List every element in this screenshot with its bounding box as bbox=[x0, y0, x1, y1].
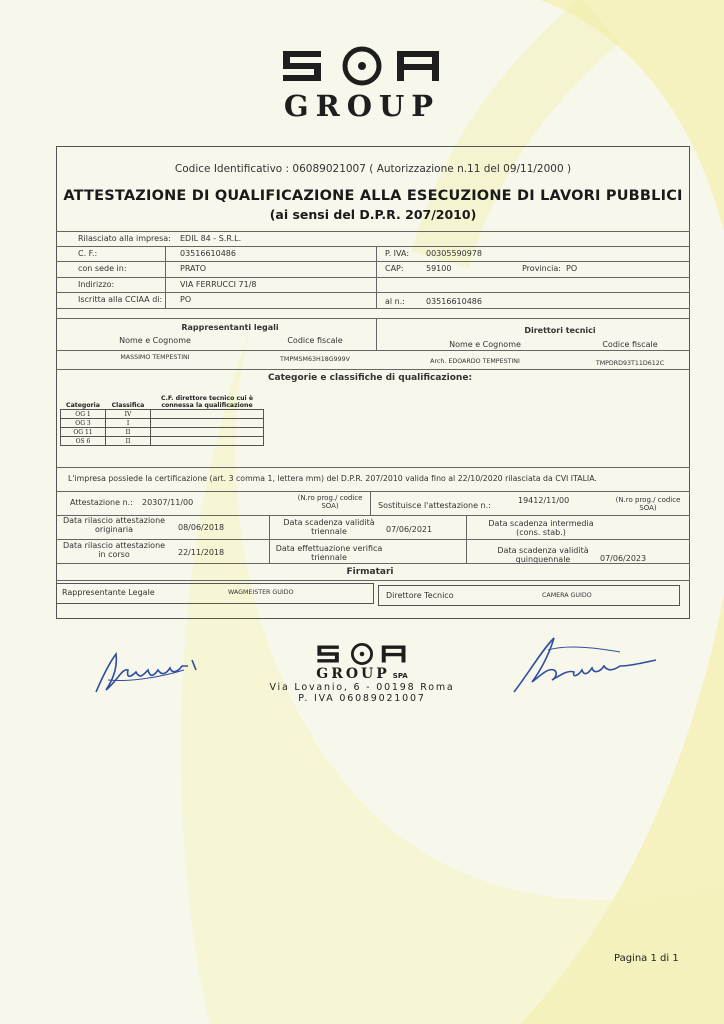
divider bbox=[56, 231, 690, 232]
table-row bbox=[61, 428, 264, 437]
legale-name: MASSIMO TEMPESTINI bbox=[120, 354, 190, 361]
nome-label-tecnici: Nome e Cognome bbox=[449, 340, 521, 349]
sede-label: con sede in: bbox=[78, 264, 127, 273]
stamp-address-line2: P. IVA 06089021007 bbox=[298, 693, 426, 704]
rilascio-originaria-value: 08/06/2018 bbox=[178, 523, 225, 532]
nome-label-legali: Nome e Cognome bbox=[119, 336, 191, 345]
piva-value: 00305590978 bbox=[426, 249, 482, 258]
divider bbox=[56, 563, 690, 564]
cell-cf bbox=[151, 437, 264, 446]
cell-cf bbox=[151, 419, 264, 428]
scadenza-triennale-value: 07/06/2021 bbox=[386, 525, 433, 534]
al-n-label: al n.: bbox=[385, 297, 405, 306]
divider bbox=[56, 318, 690, 319]
divider bbox=[56, 261, 690, 262]
cell-classifica: I bbox=[106, 419, 151, 428]
rilasciato-value: EDIL 84 - S.R.L. bbox=[180, 234, 242, 243]
divider bbox=[376, 318, 377, 350]
rilascio-corso-value: 22/11/2018 bbox=[178, 548, 225, 557]
rilascio-corso-label: Data rilascio attestazione in corso bbox=[62, 541, 166, 559]
divider bbox=[56, 292, 690, 293]
codice-label-legali: Codice fiscale bbox=[287, 336, 343, 345]
cell-classifica: II bbox=[106, 428, 151, 437]
stamp-group-wordmark bbox=[0, 666, 724, 682]
header-logo bbox=[0, 45, 724, 123]
divider bbox=[56, 246, 690, 247]
sostituisce-label: Sostituisce l'attestazione n.: bbox=[378, 501, 491, 510]
rilascio-originaria-label: Data rilascio attestazione originaria bbox=[62, 516, 166, 534]
cell-classifica: IV bbox=[106, 410, 151, 419]
divider bbox=[370, 491, 371, 515]
cell-cf bbox=[151, 410, 264, 419]
document-title: ATTESTAZIONE DI QUALIFICAZIONE ALLA ESECUZIONE DI LAVORI PUBBLICI bbox=[63, 188, 683, 204]
scadenza-triennale-label: Data scadenza validità triennale bbox=[283, 518, 375, 536]
table-row bbox=[61, 437, 264, 446]
rappresentanti-header: Rappresentanti legali bbox=[181, 323, 279, 332]
codice-identificativo: Codice Identificativo : 06089021007 ( Autorizzazione n.11 del 09/11/2000 ) bbox=[174, 163, 572, 175]
nro-prog-label: (N.ro prog./ codice SOA) bbox=[297, 494, 363, 510]
stamp-address-line1: Via Lovanio, 6 - 00198 Roma bbox=[269, 682, 455, 693]
rappresentante-label: Rappresentante Legale bbox=[62, 588, 155, 597]
sostituisce-value: 19412/11/00 bbox=[518, 496, 570, 505]
cf-label: C. F.: bbox=[78, 249, 98, 258]
rilasciato-label: Rilasciato alla impresa: bbox=[78, 234, 171, 243]
stamp-spa: SPA bbox=[392, 672, 408, 680]
al-n-value: 03516610486 bbox=[426, 297, 482, 306]
cell-cf bbox=[151, 428, 264, 437]
table-row bbox=[61, 410, 264, 419]
divider bbox=[56, 350, 690, 351]
cell-classifica: II bbox=[106, 437, 151, 446]
scadenza-intermedia-label: Data scadenza intermedia (cons. stab.) bbox=[488, 519, 594, 537]
legale-cf: TMPMSM63H18G999V bbox=[280, 356, 350, 363]
tecnico-cf: TMPDRD93T11D612C bbox=[595, 360, 665, 367]
divider bbox=[56, 539, 690, 540]
col-classifica: Classifica bbox=[111, 402, 145, 409]
scadenza-quinquennale-value: 07/06/2023 bbox=[600, 554, 647, 563]
cap-value: 59100 bbox=[426, 264, 452, 273]
group-wordmark: GROUP bbox=[283, 89, 441, 123]
cell-categoria: OG 3 bbox=[61, 419, 106, 428]
indirizzo-label: Indirizzo: bbox=[78, 280, 115, 289]
soa-stamp-logo-icon bbox=[314, 642, 410, 666]
cell-categoria: OS 6 bbox=[61, 437, 106, 446]
indirizzo-value: VIA FERRUCCI 71/8 bbox=[180, 280, 257, 289]
verifica-triennale-label: Data effettuazione verifica triennale bbox=[275, 544, 383, 562]
stamp-group-text: GROUP bbox=[316, 666, 390, 682]
document-subtitle: (ai sensi del D.P.R. 207/2010) bbox=[269, 207, 477, 222]
divider bbox=[56, 308, 690, 309]
certification-text: L'impresa possiede la certificazione (art. 3 comma 1, lettera mm) del D.P.R. 207/2010 valida fino al 22/10/2020 rilasciata da CVI ITALIA. bbox=[68, 474, 597, 483]
direttore-label: Direttore Tecnico bbox=[386, 591, 454, 600]
divider bbox=[56, 369, 690, 370]
nro-prog-label-2: (N.ro prog./ codice SOA) bbox=[615, 496, 681, 512]
cf-value: 03516610486 bbox=[180, 249, 236, 258]
provincia-value: PO bbox=[566, 264, 578, 273]
soa-logo-icon bbox=[277, 45, 447, 87]
divider bbox=[56, 277, 690, 278]
cell-categoria: OG 11 bbox=[61, 428, 106, 437]
codice-label-tecnici: Codice fiscale bbox=[602, 340, 658, 349]
divider bbox=[56, 580, 690, 581]
categorie-header: Categorie e classifiche di qualificazione: bbox=[267, 373, 473, 383]
attestazione-label: Attestazione n.: bbox=[70, 498, 133, 507]
col-categoria: Categoria bbox=[66, 402, 100, 409]
divider bbox=[56, 491, 690, 492]
divider bbox=[56, 467, 690, 468]
col-cf-direttore: C.F. direttore tecnico cui è connessa la qualificazione bbox=[160, 395, 254, 409]
direttori-header: Direttori tecnici bbox=[524, 326, 596, 335]
cell-categoria: OG 1 bbox=[61, 410, 106, 419]
cciaa-value: PO bbox=[180, 295, 192, 304]
scadenza-quinquennale-label: Data scadenza validità quinquennale bbox=[497, 546, 589, 564]
table-row bbox=[61, 419, 264, 428]
company-stamp bbox=[0, 642, 724, 704]
rappresentante-value: WAGMEISTER GUIDO bbox=[228, 589, 294, 596]
cap-label: CAP: bbox=[385, 264, 404, 273]
categories-table bbox=[60, 395, 264, 446]
sede-value: PRATO bbox=[180, 264, 207, 273]
cciaa-label: Iscritta alla CCIAA di: bbox=[78, 295, 163, 304]
tecnico-name: Arch. EDOARDO TEMPESTINI bbox=[430, 358, 520, 365]
attestazione-value: 20307/11/00 bbox=[142, 498, 194, 507]
firmatari-header: Firmatari bbox=[346, 567, 394, 577]
provincia-label: Provincia: bbox=[522, 264, 561, 273]
direttore-value: CAMERA GUIDO bbox=[542, 592, 592, 599]
piva-label: P. IVA: bbox=[385, 249, 410, 258]
page-number: Pagina 1 di 1 bbox=[614, 953, 679, 964]
